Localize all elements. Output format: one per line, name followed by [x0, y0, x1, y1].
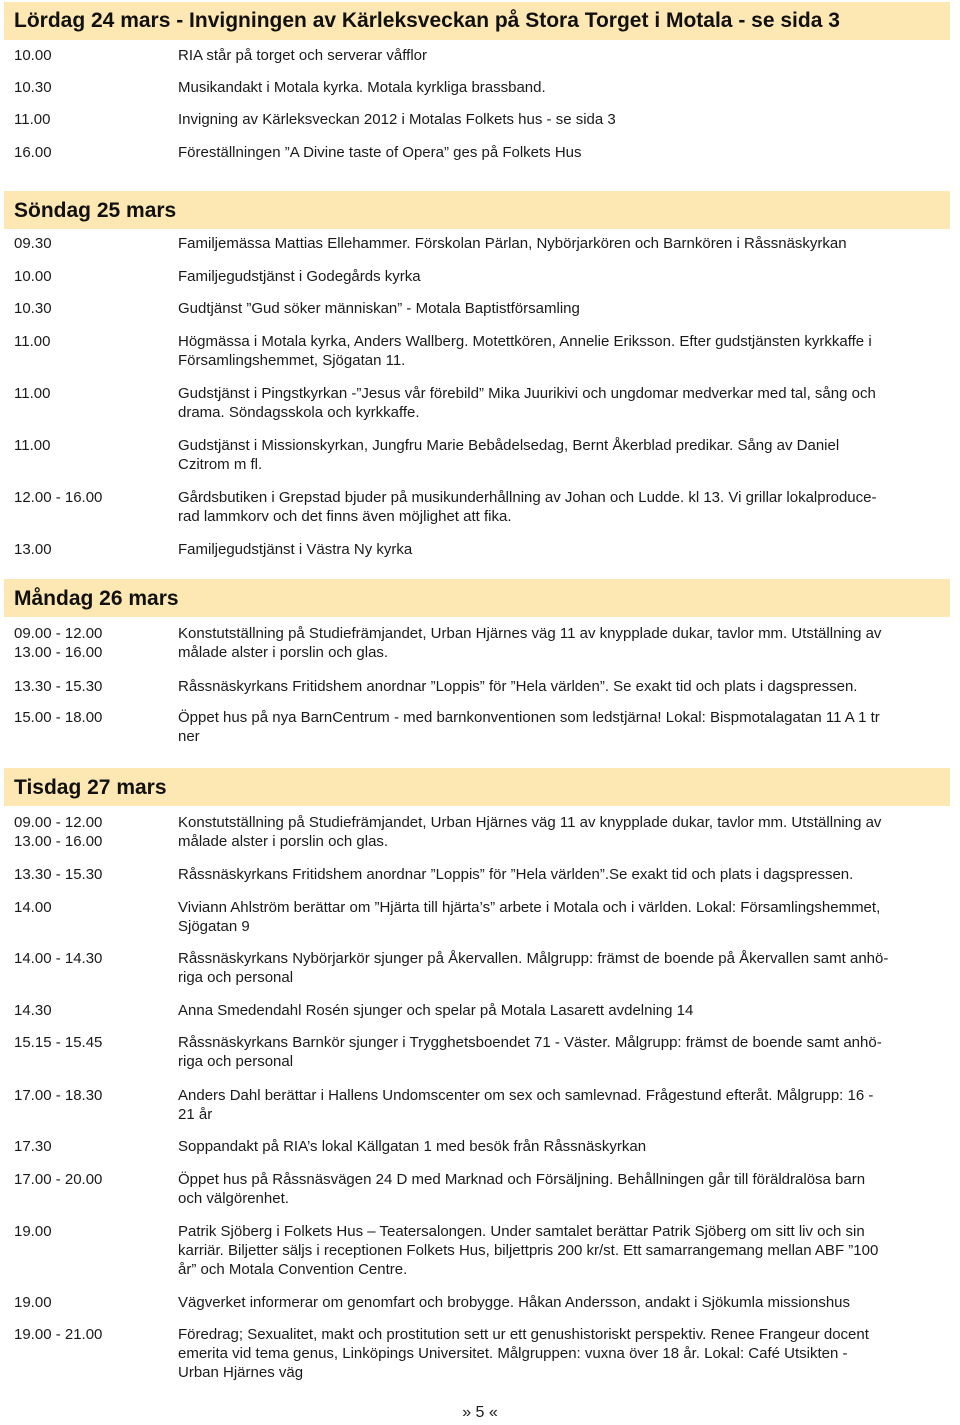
section-heading-text: Lördag 24 mars - Invigningen av Kärleksveckan på Stora Torget i Motala - se sida 3	[14, 9, 840, 32]
event-text: Råssnäskyrkans Nybörjarkör sjunger på Åkervallen. Målgrupp: främst de boende på Åkervallen samt anhö- riga och personal	[178, 950, 889, 986]
event-time: 17.30	[14, 1138, 52, 1155]
event-time: 09.00 - 12.00 13.00 - 16.00	[14, 814, 103, 850]
event-text: Högmässa i Motala kyrka, Anders Wallberg. Motettkören, Annelie Eriksson. Efter gudstjänsten kyrkkaffe i Församlingshemmet, Sjögatan 11.	[178, 333, 872, 369]
event-text: Råssnäskyrkans Barnkör sjunger i Trygghetsboendet 71 - Väster. Målgrupp: främst de boende samt anhö- riga och personal	[178, 1034, 882, 1070]
event-text: Råssnäskyrkans Fritidshem anordnar ”Loppis” för ”Hela världen”. Se exakt tid och plats i dagspressen.	[178, 678, 858, 695]
event-time: 15.15 - 15.45	[14, 1034, 103, 1051]
event-text: Gårdsbutiken i Grepstad bjuder på musikunderhållning av Johan och Ludde. kl 13. Vi grillar lokalproduce- rad lammkorv och det finns även möjlighet att fika.	[178, 489, 877, 525]
section-heading-sondag	[4, 191, 950, 229]
event-text: Viviann Ahlström berättar om ”Hjärta till hjärta’s” arbete i Motala och i världen. Lokal: Församlingshemmet, Sjögatan 9	[178, 899, 881, 935]
event-text: RIA står på torget och serverar våfflor	[178, 47, 428, 64]
section-heading-lordag	[4, 2, 950, 40]
event-time: 19.00	[14, 1223, 52, 1240]
event-text: Soppandakt på RIA’s lokal Källgatan 1 med besök från Råssnäskyrkan	[178, 1138, 647, 1155]
event-text: Råssnäskyrkans Fritidshem anordnar ”Loppis” för ”Hela världen”.Se exakt tid och plats i dagspressen.	[178, 866, 854, 883]
event-text: Vägverket informerar om genomfart och brobygge. Håkan Andersson, andakt i Sjökumla missionshus	[178, 1294, 851, 1311]
event-time: 11.00	[14, 437, 51, 454]
event-time: 10.00	[14, 268, 52, 285]
event-text: Invigning av Kärleksveckan 2012 i Motalas Folkets hus - se sida 3	[178, 111, 616, 128]
event-time: 14.00 - 14.30	[14, 950, 103, 967]
event-text: Anders Dahl berättar i Hallens Undomscenter om sex och samlevnad. Frågestund efteråt. Målgrupp: 16 - 21 år	[178, 1087, 874, 1123]
event-time: 10.30	[14, 79, 52, 96]
event-time: 11.00	[14, 333, 51, 350]
event-time: 09.00 - 12.00 13.00 - 16.00	[14, 625, 103, 661]
event-text: Föredrag; Sexualitet, makt och prostitution sett ur ett genushistoriskt perspektiv. Renee Frangeur docent emerita vid tema genus, Linköpings Universitet. Målgruppen: vuxna över 18 år. Lokal: Café Utsikten - Urban Hjärnes väg	[178, 1326, 869, 1381]
event-text: Gudstjänst i Missionskyrkan, Jungfru Marie Bebådelsedag, Bernt Åkerblad predikar. Sång av Daniel Czitrom m fl.	[178, 437, 840, 473]
event-time: 13.30 - 15.30	[14, 678, 103, 695]
section-heading-text: Tisdag 27 mars	[14, 776, 167, 799]
event-time: 15.00 - 18.00	[14, 709, 103, 726]
event-text: Gudstjänst i Pingstkyrkan -”Jesus vår förebild” Mika Juurikivi och ungdomar medverkar med tal, sång och drama. Söndagsskola och kyrkkaffe.	[178, 385, 876, 421]
event-text: Konstutställning på Studiefrämjandet, Urban Hjärnes väg 11 av knypplade dukar, tavlor mm. Utställning av målade alster i porslin och glas.	[178, 625, 882, 661]
event-time: 11.00	[14, 385, 51, 402]
event-text: Gudtjänst ”Gud söker människan” - Motala Baptistförsamling	[178, 300, 580, 317]
section-heading-mandag	[4, 579, 950, 617]
event-time: 19.00	[14, 1294, 52, 1311]
event-time: 12.00 - 16.00	[14, 489, 103, 506]
event-text: Öppet hus på nya BarnCentrum - med barnkonventionen som ledstjärna! Lokal: Bispmotalagatan 11 A 1 tr ner	[178, 709, 880, 745]
section-heading-text: Söndag 25 mars	[14, 199, 177, 222]
event-text: Familjegudstjänst i Västra Ny kyrka	[178, 541, 413, 558]
event-text: Konstutställning på Studiefrämjandet, Urban Hjärnes väg 11 av knypplade dukar, tavlor mm. Utställning av målade alster i porslin och glas.	[178, 814, 882, 850]
event-time: 17.00 - 20.00	[14, 1171, 103, 1188]
event-text: Öppet hus på Råssnäsvägen 24 D med Marknad och Försäljning. Behållningen går till föräldralösa barn och välgörenhet.	[178, 1171, 866, 1207]
event-text: Patrik Sjöberg i Folkets Hus – Teatersalongen. Under samtalet berättar Patrik Sjöberg om sitt liv och sin karriär. Biljetter säljs i receptionen Folkets Hus, biljettpris 200 kr/st. Ett samarrangemang mellan ABF ”100 år” och Motala Convention Centre.	[178, 1223, 879, 1278]
section-heading-text: Måndag 26 mars	[14, 587, 179, 610]
event-time: 10.30	[14, 300, 52, 317]
event-text: Musikandakt i Motala kyrka. Motala kyrkliga brassband.	[178, 79, 546, 96]
event-text: Familjemässa Mattias Ellehammer. Förskolan Pärlan, Nybörjarkören och Barnkören i Råssnäskyrkan	[178, 235, 847, 252]
event-time: 14.30	[14, 1002, 52, 1019]
event-time: 10.00	[14, 47, 52, 64]
event-time: 11.00	[14, 111, 51, 128]
event-time: 13.00	[14, 541, 52, 558]
event-time: 13.30 - 15.30	[14, 866, 103, 883]
event-text: Föreställningen ”A Divine taste of Opera” ges på Folkets Hus	[178, 144, 582, 161]
event-time: 09.30	[14, 235, 52, 252]
event-time: 17.00 - 18.30	[14, 1087, 103, 1104]
page-number: » 5 «	[462, 1404, 498, 1421]
event-text: Familjegudstjänst i Godegårds kyrka	[178, 268, 421, 285]
section-heading-tisdag	[4, 768, 950, 806]
event-time: 19.00 - 21.00	[14, 1326, 103, 1343]
event-time: 14.00	[14, 899, 52, 916]
event-text: Anna Smedendahl Rosén sjunger och spelar på Motala Lasarett avdelning 14	[178, 1002, 694, 1019]
event-time: 16.00	[14, 144, 52, 161]
